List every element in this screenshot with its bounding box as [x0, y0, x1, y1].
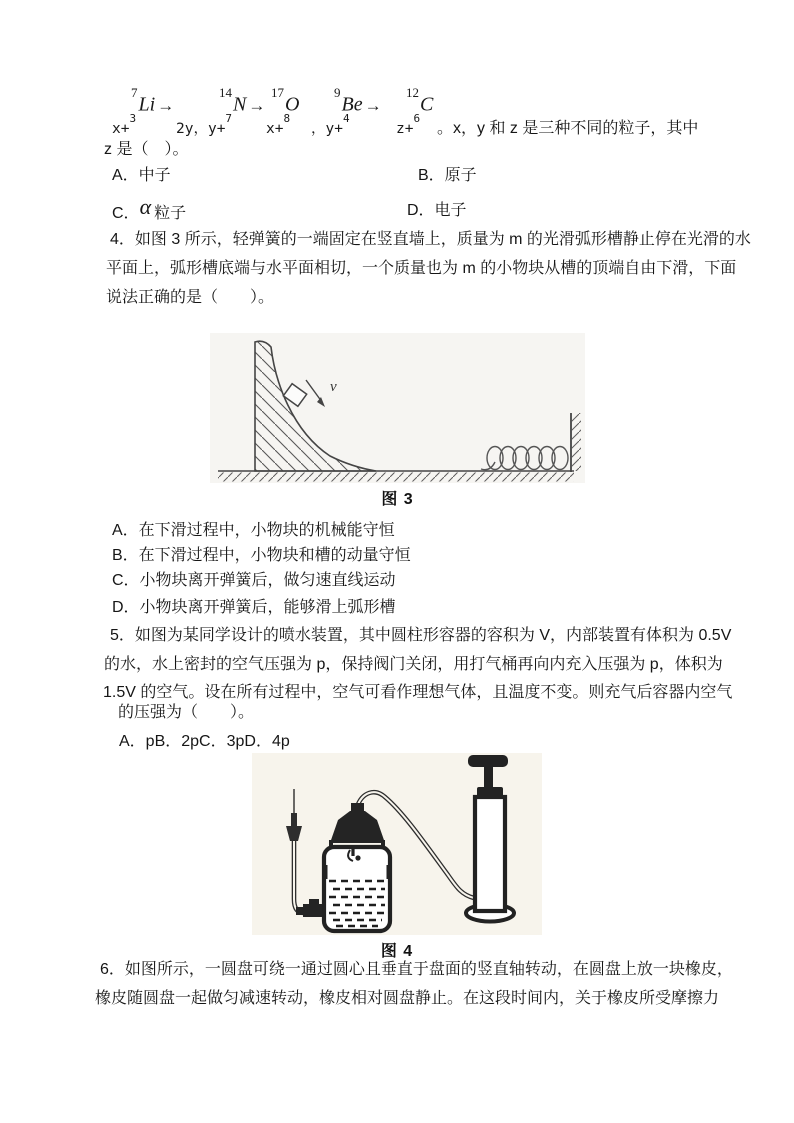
option-4c: C．小物块离开弹簧后，做匀速直线运动 — [112, 572, 396, 589]
question-4-text-line-2: 平面上，弧形槽底端与水平面相切，一个质量也为 m 的小物块从槽的顶端自由下滑，下面 — [106, 260, 737, 277]
question-5-text-line-1: 5．如图为某同学设计的喷水装置，其中圆柱形容器的容积为 V，内部装置有体积为 0.5V — [110, 627, 732, 644]
formula-fragment-y4: ，y+$^4$ — [311, 112, 350, 137]
velocity-label: v — [330, 379, 337, 395]
isotope-c: $^{12}$C — [406, 85, 434, 116]
question-3-text-tail: 。x，y 和 z 是三种不同的粒子，其中 — [437, 120, 699, 137]
formula-fragment-x8: x+$^8$ — [266, 112, 291, 137]
question-4-text-line-1: 4．如图 3 所示，轻弹簧的一端固定在竖直墙上，质量为 m 的光滑弧形槽静止停在光滑的水 — [110, 231, 751, 248]
formula-fragment-x3: x+$^3$ — [112, 112, 137, 137]
option-3a: A．中子 — [112, 167, 171, 184]
figure-3-illustration — [210, 333, 585, 483]
formula-fragment-2y-y7: 2y，y+$^7$ — [176, 112, 233, 137]
question-5-text-line-2: 的水，水上密封的空气压强为 p，保持阀门关闭，用打气桶再向内充入压强为 p，体积为 — [104, 656, 723, 673]
figure-3-caption: 图 3 — [381, 491, 414, 508]
figure-4-caption: 图 4 — [380, 943, 414, 960]
question-5-text-line-3: 1.5V 的空气。设在所有过程中，空气可看作理想气体，且温度不变。则充气后容器内空气 — [103, 684, 733, 701]
question-4-text-line-3: 说法正确的是（ ）。 — [106, 289, 275, 306]
question-6-text-line-1: 6．如图所示，一圆盘可绕一通过圆心且垂直于盘面的竖直轴转动，在圆盘上放一块橡皮， — [100, 961, 733, 978]
isotope-be: $^9$Be → — [334, 85, 382, 116]
pump-barrel — [475, 797, 505, 911]
option-3c: C．α 粒子 — [112, 194, 187, 222]
alpha-symbol: α — [139, 194, 152, 219]
formula-fragment-z6: z+$^6$ — [396, 112, 421, 137]
pump-collar — [477, 787, 503, 799]
question-3-text-line-2: z 是（ ）。 — [104, 141, 189, 158]
question-5-text-line-4: 的压强为（ ）。 — [118, 704, 255, 721]
figure-3 — [210, 333, 585, 509]
pump-rod — [484, 766, 493, 788]
pump-handle — [468, 755, 508, 767]
isotope-li: $^7$Li → — [131, 85, 175, 116]
figure-4-illustration — [252, 753, 542, 935]
option-4d: D．小物块离开弹簧后，能够滑上弧形槽 — [112, 599, 396, 616]
option-3b: B．原子 — [418, 167, 477, 184]
question-5-options-line: A．pB．2pC．3pD．4p — [119, 733, 290, 750]
ground-hatching — [218, 473, 574, 482]
cap-connector — [351, 803, 364, 813]
left-wall-clamp — [323, 865, 328, 879]
isotope-o: $^{17}$O — [271, 85, 300, 116]
isotope-n: $^{14}$N → — [219, 85, 266, 116]
option-4a: A．在下滑过程中，小物块的机械能守恒 — [112, 522, 395, 539]
wall-hatching — [572, 413, 581, 471]
right-wall-clamp — [387, 865, 392, 879]
question-6-text-line-2: 橡皮随圆盘一起做匀减速转动，橡皮相对圆盘静止。在这段时间内，关于橡皮所受摩擦力 — [95, 990, 720, 1007]
figure-4 — [252, 753, 542, 961]
option-3d: D．电子 — [407, 202, 467, 219]
option-4b: B．在下滑过程中，小物块和槽的动量守恒 — [112, 547, 411, 564]
